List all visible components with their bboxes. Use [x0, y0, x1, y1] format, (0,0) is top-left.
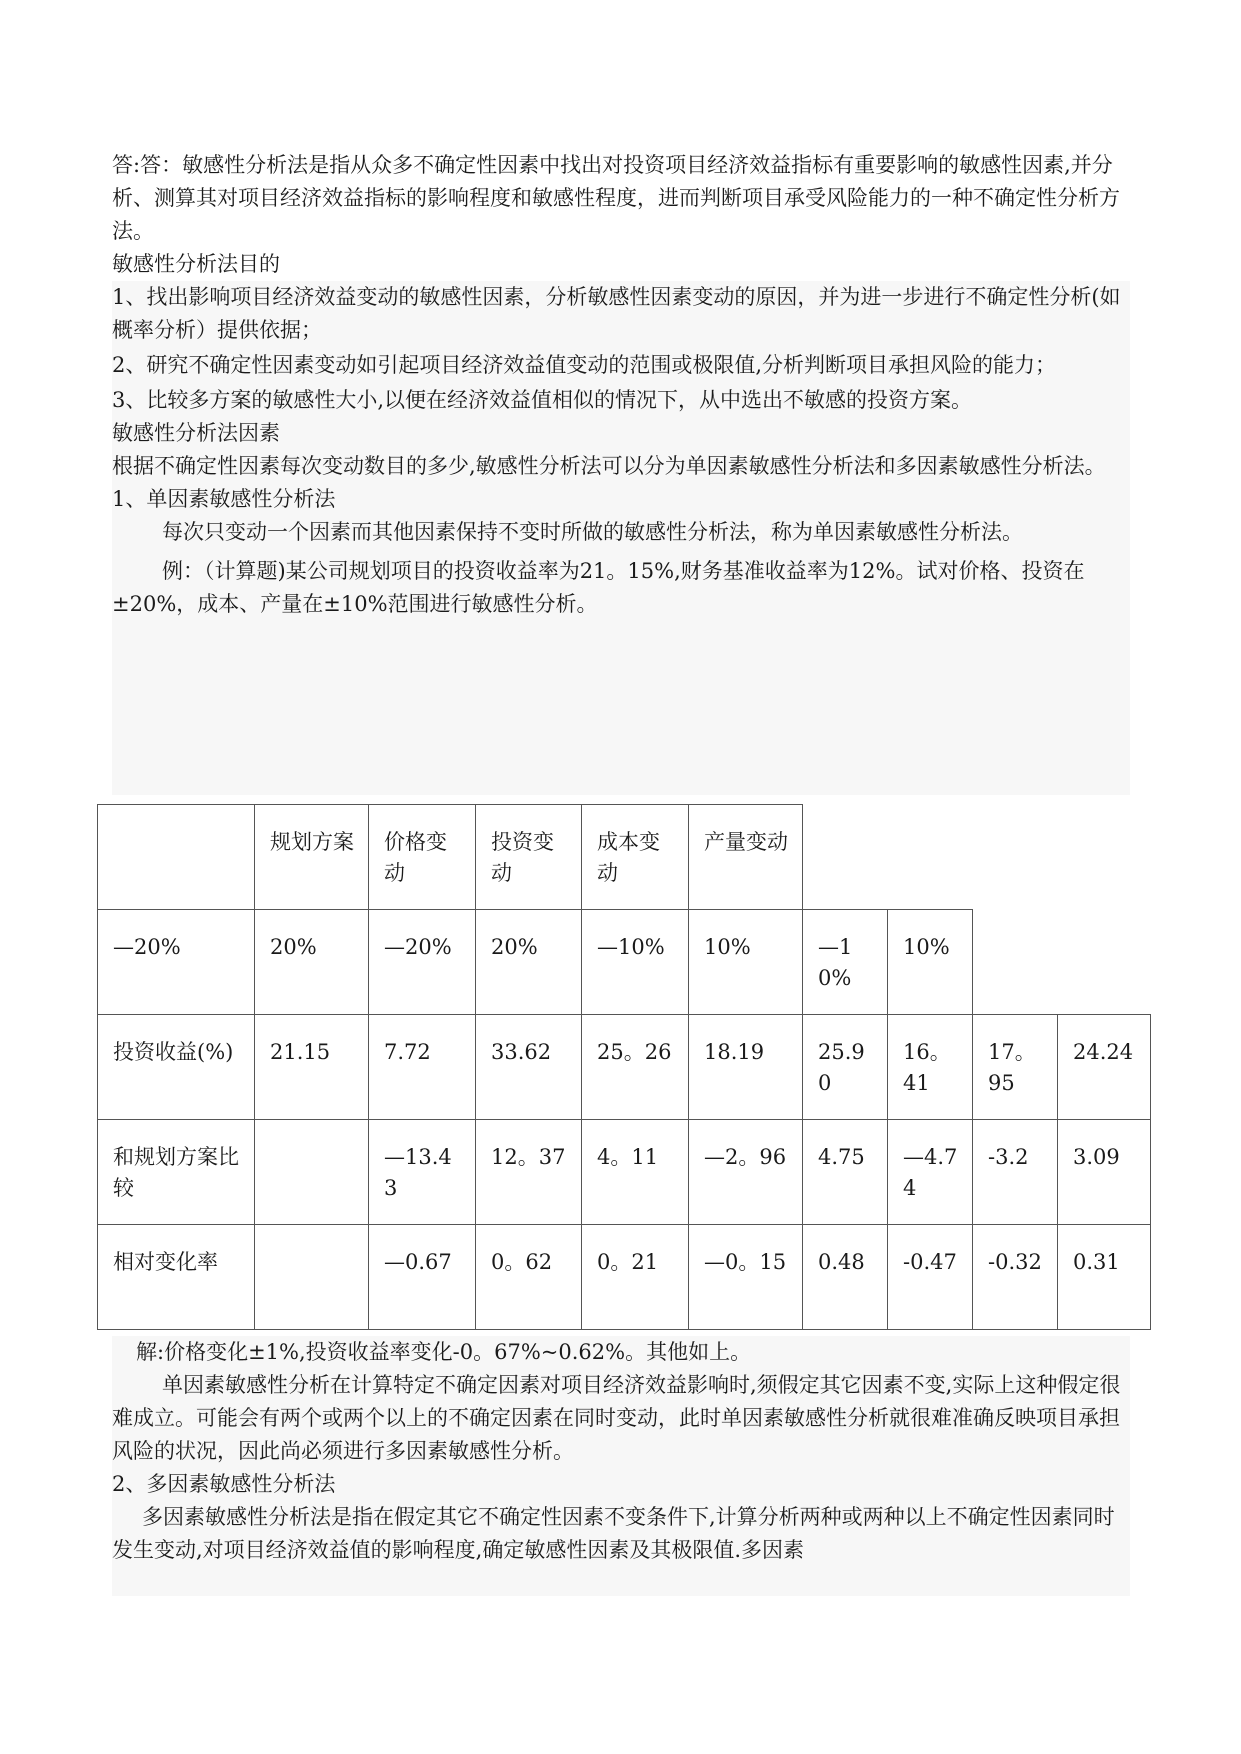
- header-cell-price: 价格变动: [369, 805, 476, 910]
- table-cell: 7.72: [369, 1015, 476, 1120]
- table-cell: 3.09: [1058, 1120, 1151, 1225]
- single-factor-limitation-paragraph: 单因素敏感性分析在计算特定不确定因素对项目经济效益影响时,须假定其它因素不变,实际上这种假定很难成立。可能会有两个或两个以上的不确定因素在同时变动，此时单因素敏感性分析就很难准确反映项目承担风险的状况，因此尚必须进行多因素敏感性分析。: [112, 1373, 1121, 1463]
- header-cell-plan: 规划方案: [255, 805, 369, 910]
- table-cell-blank: [888, 805, 973, 910]
- table-cell: 33.62: [476, 1015, 582, 1120]
- single-factor-paragraph: 每次只变动一个因素而其他因素保持不变时所做的敏感性分析法，称为单因素敏感性分析法。: [162, 520, 1023, 544]
- table-cell-blank: [1058, 805, 1151, 910]
- purpose-item-1: 1、找出影响项目经济效益变动的敏感性因素，分析敏感性因素变动的原因，并为进一步进行不确定性分析(如概率分析）提供依据；: [112, 285, 1121, 342]
- table-cell: 16。41: [888, 1015, 973, 1120]
- table-cell: —13.43: [369, 1120, 476, 1225]
- table-cell: 25。26: [582, 1015, 689, 1120]
- table-cell: -3.2: [973, 1120, 1058, 1225]
- table-row-changes: [98, 910, 1151, 1015]
- intro-section: [112, 149, 1130, 281]
- intro-paragraph: 答:答：敏感性分析法是指从众多不确定性因素中找出对投资项目经济效益指标有重要影响的敏感性因素,并分析、测算其对项目经济效益指标的影响程度和敏感性程度，进而判断项目承受风险能力的一种不确定性分析方法。: [112, 153, 1120, 243]
- table-cell-blank: [973, 805, 1058, 910]
- table-cell: 0.48: [803, 1225, 888, 1330]
- table-cell: —20%: [369, 910, 476, 1015]
- table-cell: —0.67: [369, 1225, 476, 1330]
- example-paragraph: 例：（计算题)某公司规划项目的投资收益率为21。15%,财务基准收益率为12%。试对价格、投资在±20%，成本、产量在±10%范围进行敏感性分析。: [112, 559, 1085, 616]
- table-cell: 20%: [255, 910, 369, 1015]
- table-row-comparison: [98, 1120, 1151, 1225]
- multi-factor-paragraph: 多因素敏感性分析法是指在假定其它不确定性因素不变条件下,计算分析两种或两种以上不确定性因素同时发生变动,对项目经济效益值的影响程度,确定敏感性因素及其极限值.多因素: [112, 1505, 1115, 1562]
- row-label: 投资收益(%): [98, 1015, 255, 1120]
- row-label: 相对变化率: [98, 1225, 255, 1330]
- table-cell: 10%: [888, 910, 973, 1015]
- heading-multi-factor: 2、多因素敏感性分析法: [112, 1472, 336, 1496]
- table-cell: —10%: [582, 910, 689, 1015]
- table-cell: 0。21: [582, 1225, 689, 1330]
- header-cell-output: 产量变动: [689, 805, 803, 910]
- table-cell: 21.15: [255, 1015, 369, 1120]
- table-cell: —20%: [98, 910, 255, 1015]
- table-cell: 4。11: [582, 1120, 689, 1225]
- table-row-return: [98, 1015, 1151, 1120]
- row-label: 和规划方案比较: [98, 1120, 255, 1225]
- table-cell-blank: [1058, 910, 1151, 1015]
- table-cell: 25.90: [803, 1015, 888, 1120]
- header-cell-empty: [98, 805, 255, 910]
- header-cell-investment: 投资变动: [476, 805, 582, 910]
- purpose-item-2: 2、研究不确定性因素变动如引起项目经济效益值变动的范围或极限值,分析判断项目承担风险的能力；: [112, 353, 1057, 377]
- after-table-section: [112, 1336, 1130, 1596]
- factors-paragraph: 根据不确定性因素每次变动数目的多少,敏感性分析法可以分为单因素敏感性分析法和多因素敏感性分析法。: [112, 454, 1106, 478]
- solution-paragraph: 解:价格变化±1%,投资收益率变化-0。67%~0.62%。其他如上。: [136, 1340, 752, 1364]
- table-cell: 20%: [476, 910, 582, 1015]
- purpose-item-3: 3、比较多方案的敏感性大小,以便在经济效益值相似的情况下，从中选出不敏感的投资方案。: [112, 388, 973, 412]
- header-cell-cost: 成本变动: [582, 805, 689, 910]
- table-cell: [255, 1225, 369, 1330]
- table-header-row: [98, 805, 1151, 910]
- table-cell: 18.19: [689, 1015, 803, 1120]
- table-cell: 10%: [689, 910, 803, 1015]
- table-cell: 0。62: [476, 1225, 582, 1330]
- sensitivity-table: [97, 804, 1151, 1330]
- table-cell: 4.75: [803, 1120, 888, 1225]
- table-cell: 12。37: [476, 1120, 582, 1225]
- table-cell: 0.31: [1058, 1225, 1151, 1330]
- table-cell: [255, 1120, 369, 1225]
- table-cell-blank: [973, 910, 1058, 1015]
- table-cell: -0.32: [973, 1225, 1058, 1330]
- table-cell: -0.47: [888, 1225, 973, 1330]
- table-cell-blank: [803, 805, 888, 910]
- table-cell: —10%: [803, 910, 888, 1015]
- table-cell: —2。96: [689, 1120, 803, 1225]
- table-cell: —0。15: [689, 1225, 803, 1330]
- heading-purpose: 敏感性分析法目的: [112, 252, 280, 276]
- table-cell: 17。95: [973, 1015, 1058, 1120]
- heading-factors: 敏感性分析法因素: [112, 421, 280, 445]
- table-cell: —4.74: [888, 1120, 973, 1225]
- table-row-relative-change: [98, 1225, 1151, 1330]
- table-cell: 24.24: [1058, 1015, 1151, 1120]
- purpose-section: [112, 281, 1130, 795]
- heading-single-factor: 1、单因素敏感性分析法: [112, 487, 336, 511]
